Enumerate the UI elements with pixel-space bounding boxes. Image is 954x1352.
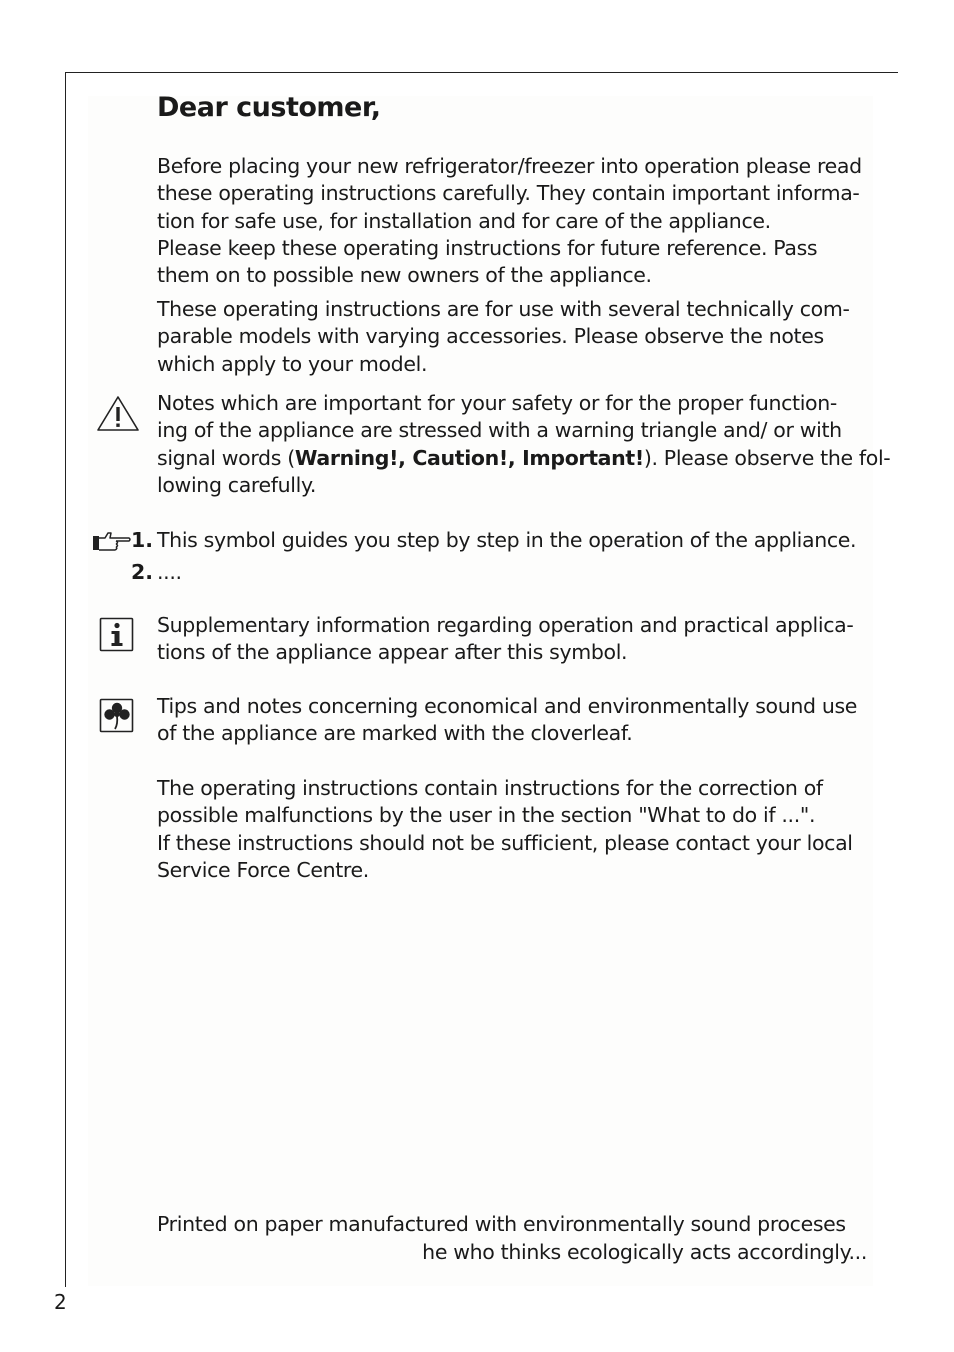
service-line: The operating instructions contain instructions for the correction of [157, 776, 823, 800]
top-rule [65, 72, 898, 73]
intro-line: tion for safe use, for installation and for care of the appliance. [157, 208, 771, 233]
intro-line: these operating instructions carefully. They contain important informa- [157, 181, 860, 206]
step-number: 1. [131, 528, 154, 552]
warning-line: lowing carefully. [157, 472, 317, 497]
signal-words: Warning!, Caution!, Important! [294, 445, 644, 470]
warning-line: ing of the appliance are stressed with a warning triangle and/ or with [157, 418, 842, 443]
warning-paragraph [157, 390, 891, 499]
intro-line: Please keep these operating instructions for future reference. Pass [157, 235, 818, 260]
info-paragraph [157, 612, 877, 667]
intro-line: them on to possible new owners of the appliance. [157, 263, 652, 288]
left-rule [65, 72, 66, 1287]
warning-text: signal words ( [157, 445, 295, 470]
warning-text: ). Please observe the fol- [643, 445, 891, 470]
cloverleaf-icon [99, 698, 135, 734]
info-line: tions of the appliance appear after this symbol. [157, 640, 628, 665]
info-icon [99, 617, 135, 653]
models-line: parable models with varying accessories. Please observe the notes [157, 324, 824, 349]
service-line: If these instructions should not be sufficient, please contact your local [157, 830, 853, 855]
footer-note: Printed on paper manufactured with environmentally sound proceses [157, 1212, 846, 1236]
step-text: This symbol guides you step by step in the operation of the appliance. [157, 528, 857, 552]
warning-line [157, 445, 891, 472]
eco-paragraph [157, 693, 877, 748]
intro-paragraph [157, 153, 877, 289]
service-line: Service Force Centre. [157, 857, 369, 882]
page-title: Dear customer, [157, 92, 381, 123]
step-text: .... [157, 560, 182, 584]
service-paragraph [157, 775, 877, 884]
warning-triangle-icon [95, 394, 141, 434]
eco-line: of the appliance are marked with the cloverleaf. [157, 721, 633, 746]
service-line: possible malfunctions by the user in the section "What to do if ...". [157, 803, 816, 828]
models-line: These operating instructions are for use with several technically com- [157, 297, 850, 321]
models-line: which apply to your model. [157, 351, 428, 376]
warning-line: Notes which are important for your safety or for the proper function- [157, 391, 837, 415]
pointing-hand-icon [92, 530, 132, 554]
step-number: 2. [131, 560, 154, 584]
models-paragraph [157, 296, 877, 378]
info-line: Supplementary information regarding operation and practical applica- [157, 613, 854, 637]
page-number: 2 [54, 1290, 67, 1314]
footer-slogan: he who thinks ecologically acts accordingly... [422, 1240, 867, 1264]
eco-line: Tips and notes concerning economical and environmentally sound use [157, 694, 858, 718]
intro-line: Before placing your new refrigerator/freezer into operation please read [157, 154, 862, 178]
